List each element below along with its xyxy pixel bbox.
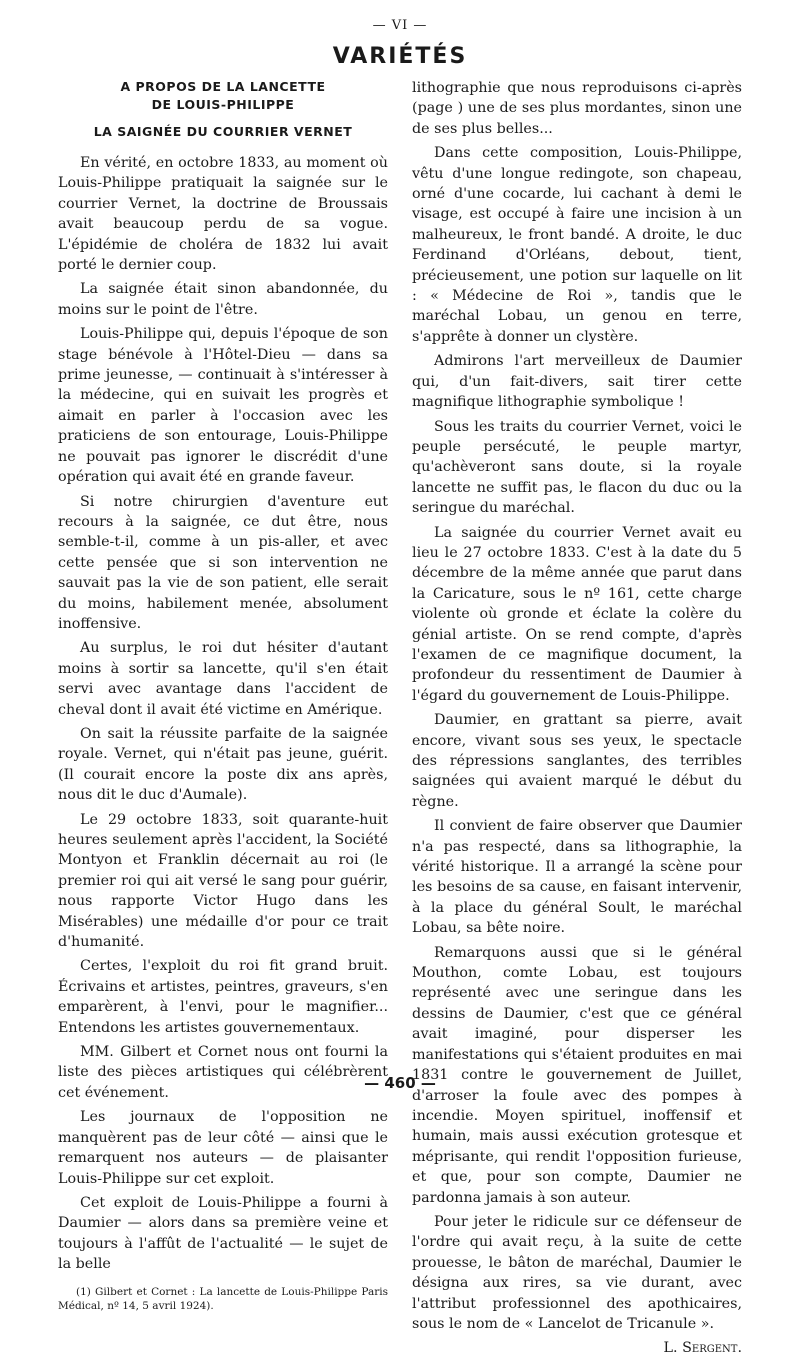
right-column [412,78,742,1359]
paragraph: Les journaux de l'opposition ne manquèrent pas de leur côté — ainsi que le remarquent nos auteurs — de plaisanter Louis-Philippe sur cet exploit. [58,1109,388,1187]
paragraph: La saignée du courrier Vernet avait eu lieu le 27 octobre 1833. C'est à la date du 5 décembre de la même année que parut dans la Caricature, sous le nº 161, cette charge violente où gronde et éclate la colère du génial artiste. On se rend compte, d'après l'examen de ce magnifique document, la profondeur du ressentiment de Daumier à l'égard du gouvernement de Louis-Philippe. [412,524,742,704]
paragraph: Pour jeter le ridicule sur ce défenseur de l'ordre qui avait reçu, à la suite de cette prouesse, le bâton de maréchal, Daumier le désigna aux rires, sa vie durant, avec l'attribut professionnel des apothicaires, sous le nom de « Lancelot de Tricanule ». [412,1213,742,1332]
author-signature: L. Sergent. [663,1340,742,1357]
page-number: — 460 — [364,1074,436,1092]
paragraph: On sait la réussite parfaite de la saignée royale. Vernet, qui n'était pas jeune, guérit. (Il courait encore la poste dix ans après, nous dit le duc d'Aumale). [58,725,388,804]
paragraph: Sous les traits du courrier Vernet, voici le peuple persécuté, le peuple martyr, qu'achèveront sans doute, si la royale lancette ne suffit pas, le flacon du duc ou la seringue du maréchal. [412,418,742,517]
section-title: VARIÉTÉS [332,44,468,69]
page-roman-numeral: — VI — [372,18,428,33]
article-heading-line1: A PROPOS DE LA LANCETTE [120,79,326,94]
footnote: (1) Gilbert et Cornet : La lancette de Louis-Philippe Paris Médical, nº 14, 5 avril 1924). [58,1285,388,1312]
paragraph: Remarquons aussi que si le général Mouthon, comte Lobau, est toujours représenté avec une seringue dans les dessins de Daumier, c'est que ce général avait imaginé, pour disperser les manifestations qui s'étaient produites en mai 1831 contre le gouvernement de Juillet, d'arroser la foule avec des pompes à incendie. Moyen spirituel, inoffensif et humain, mais aussi exécution grotesque et méprisante, qui rendit l'opposition furieuse, et que, pour son compte, Daumier ne pardonna jamais à son auteur. [412,944,742,1206]
paragraph: Dans cette composition, Louis-Philippe, vêtu d'une longue redingote, son chapeau, orné d'une cocarde, lui cachant à demi le visage, est occupé à faire une incision à un malheureux, le front bandé. A droite, le duc Ferdinand d'Orléans, debout, tient, précieusement, une potion sur laquelle on lit : « Médecine de Roi », tandis que le maréchal Lobau, un genou en terre, s'apprête à donner un clystère. [412,145,742,345]
paragraph: lithographie que nous reproduisons ci-après (page ) une de ses plus mordantes, sinon une de ses plus belles... [412,80,742,137]
paragraph: Le 29 octobre 1833, soit quarante-huit heures seulement après l'accident, la Société Montyon et Franklin décernait au roi (le premier roi qui ait versé le sang pour guérir, nous rapporte Victor Hugo dans les Misérables) une médaille d'or pour ce trait d'humanité. [58,811,388,951]
paragraph: Si notre chirurgien d'aventure eut recours à la saignée, ce dut être, nous semble-t-il, comme à un pis-aller, et avec cette pensée que si son intervention ne sauvait pas la vie de son patient, elle serait du moins, habilement menée, absolument inoffensive. [58,493,388,632]
paragraph: En vérité, en octobre 1833, au moment où Louis-Philippe pratiquait la saignée sur le courrier Vernet, la doctrine de Broussais avait beaucoup perdu de sa vogue. L'épidémie de choléra de 1832 lui avait porté le dernier coup. [58,155,388,274]
paragraph: Louis-Philippe qui, depuis l'époque de son stage bénévole à l'Hôtel-Dieu — dans sa prime jeunesse, — continuait à s'intéresser à la médecine, qui en suivait les progrès et aimait en parler à l'occasion avec les praticiens de son entourage, Louis-Philippe ne pouvait pas ignorer le discrédit d'une opération qui avait été en grande faveur. [58,326,388,486]
paragraph: Daumier, en grattant sa pierre, avait encore, vivant sous ses yeux, le spectacle des répressions sanglantes, des terribles saignées qui avaient marqué le début du règne. [412,712,742,810]
left-column [58,78,388,1313]
paragraph: Il convient de faire observer que Daumier n'a pas respecté, dans sa lithographie, la vérité historique. Il a arrangé la scène pour les besoins de sa cause, en faisant intervenir, à la place du général Soult, le maréchal Lobau, sa bête noire. [412,818,742,937]
paragraph: MM. Gilbert et Cornet nous ont fourni la liste des pièces artistiques qui célébrèrent cet événement. [58,1044,388,1101]
paragraph: Cet exploit de Louis-Philippe a fourni à Daumier — alors dans sa première veine et toujours à l'affût de l'actualité — le sujet de la belle [58,1194,388,1273]
paragraph: Certes, l'exploit du roi fit grand bruit. Écrivains et artistes, peintres, graveurs, s'en emparèrent, à l'envi, pour le magnifier... Entendons les artistes gouvernementaux. [58,958,388,1036]
paragraph: La saignée était sinon abandonnée, du moins sur le point de l'être. [58,281,388,318]
paragraph: Au surplus, le roi dut hésiter d'autant moins à sortir sa lancette, qu'il s'en était servi avec avantage dans l'accident de cheval dont il avait été victime en Amérique. [58,640,388,718]
article-subheading: LA SAIGNÉE DU COURRIER VERNET [93,124,353,139]
paragraph: Admirons l'art merveilleux de Daumier qui, d'un fait-divers, sait tirer cette magnifique lithographie symbolique ! [412,353,742,411]
article-heading-line2: DE LOUIS-PHILIPPE [151,97,295,112]
